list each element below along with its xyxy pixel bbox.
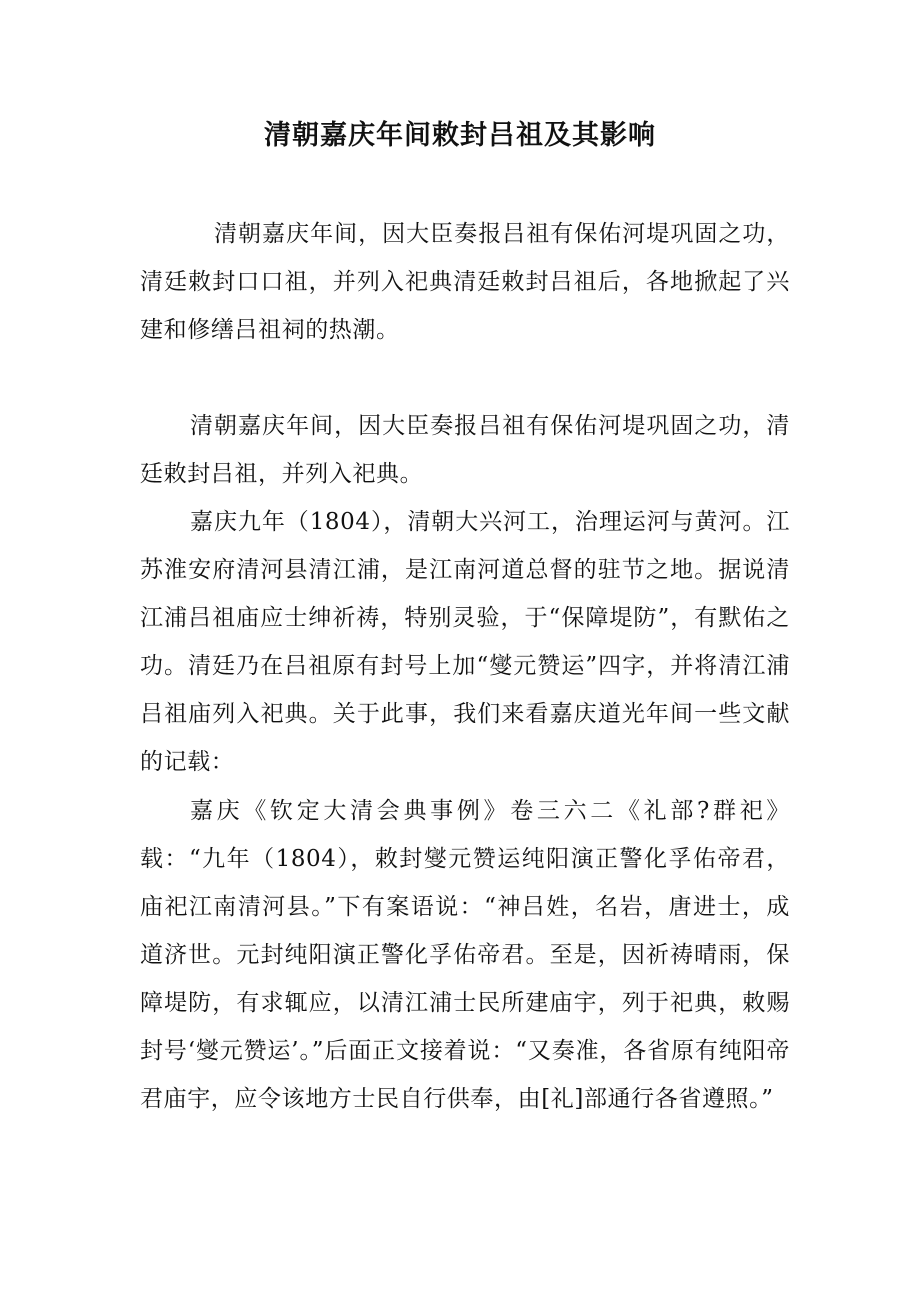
document-title: 清朝嘉庆年间敕封吕祖及其影响: [264, 120, 656, 151]
paragraph-huidian-record: 嘉庆《钦定大清会典事例》卷三六二《礼部?群祀》载：“九年（1804），敕封燮元赞运纯阳演正警化孚佑帝君，庙祀江南清河县。”下有案语说：“神吕姓，名岩，唐进士，成道济世。元封纯阳演正警化孚佑帝君。至是，因祈祷晴雨，保障堤防，有求辄应，以清江浦士民所建庙宇，列于祀典，敕赐封号‘燮元赞运’。”后面正文接着说：“又奏准，各省原有纯阳帝君庙宇，应令该地方士民自行供奉，由[礼]部通行各省遵照。”: [140, 798, 790, 1112]
paragraph-enfeoffment: 清朝嘉庆年间，因大臣奏报吕祖有保佑河堤巩固之功，清廷敕封吕祖，并列入祀典。: [140, 413, 790, 487]
paragraph-intro: 清朝嘉庆年间，因大臣奏报吕祖有保佑河堤巩固之功，清廷敕封口口祖，并列入祀典清廷敕封吕祖后，各地掀起了兴建和修缮吕祖祠的热潮。: [140, 221, 790, 343]
paragraph-jiaqing-ninth-year: 嘉庆九年（1804），清朝大兴河工，治理运河与黄河。江苏淮安府清河县清江浦，是江南河道总督的驻节之地。据说清江浦吕祖庙应士绅祈祷，特别灵验，于“保障堤防”，有默佑之功。清廷乃在吕祖原有封号上加“燮元赞运”四字，并将清江浦吕祖庙列入祀典。关于此事，我们来看嘉庆道光年间一些文献的记载：: [140, 509, 790, 775]
